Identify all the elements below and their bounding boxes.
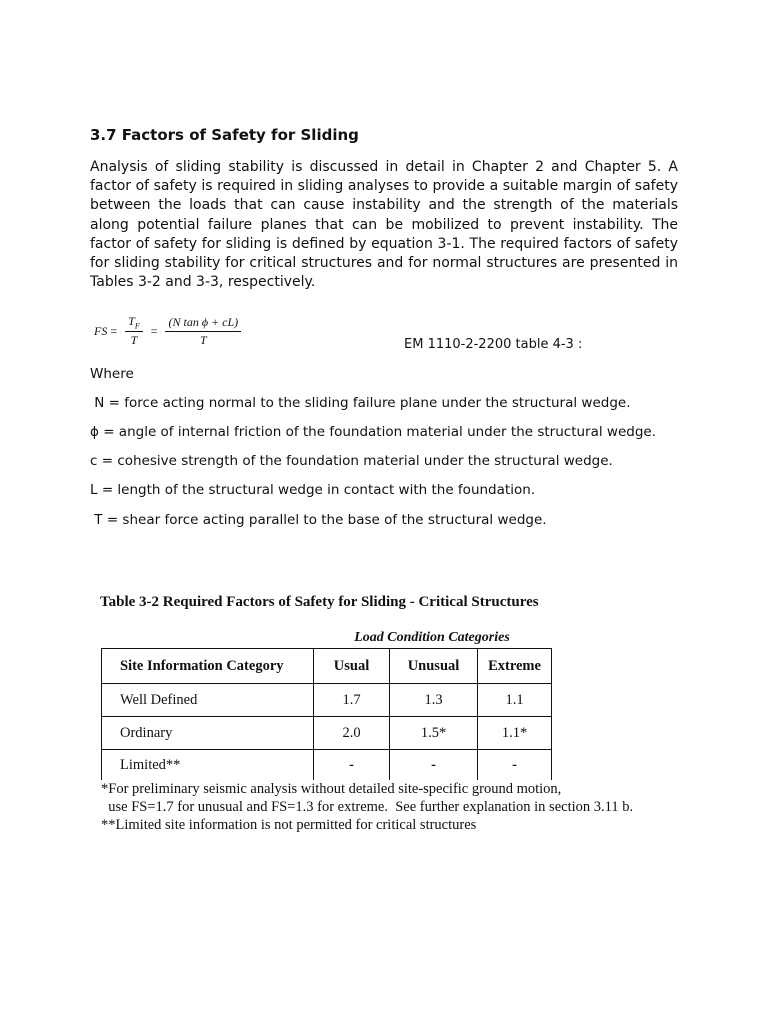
column-header-usual: Usual [314, 649, 390, 684]
table-header-row [102, 649, 552, 684]
table-cell-usual: 2.0 [314, 717, 390, 750]
table-cell-usual: 1.7 [314, 684, 390, 717]
table-row [102, 717, 552, 750]
sliding-safety-equation [94, 310, 246, 352]
table-cell-extreme: 1.1 [478, 684, 552, 717]
intro-paragraph: Analysis of sliding stability is discussed in detail in Chapter 2 and Chapter 5. A factor of safety is required in sliding analyses to provide a suitable margin of safety between the loads that can cause instability and the strength of the materials along potential failure planes that can be mobilized to prevent instability. The factor of safety for sliding is defined by equation 3-1. The required factors of safety for sliding stability for critical structures and for normal structures are presented in Tables 3-2 and 3-3, respectively. [90, 159, 678, 291]
table-footnotes [101, 780, 633, 834]
formula-lhs: FS [94, 323, 108, 338]
table-title: Table 3-2 Required Factors of Safety for Sliding - Critical Structures [100, 594, 539, 610]
table-cell-unusual: - [390, 750, 478, 781]
column-header-extreme: Extreme [478, 649, 552, 684]
formula-fraction-2-numerator: (N tan ϕ + cL) [165, 315, 241, 332]
section-heading: 3.7 Factors of Safety for Sliding [90, 126, 359, 144]
table-cell-unusual: 1.5* [390, 717, 478, 750]
column-header-unusual: Unusual [390, 649, 478, 684]
definition-n: N = force acting normal to the sliding failure plane under the structural wedge. [90, 395, 631, 411]
table-cell-unusual: 1.3 [390, 684, 478, 717]
reference-note: EM 1110-2-2200 table 4-3 : [404, 337, 583, 352]
formula-fraction-1-numerator [125, 314, 143, 332]
table-row [102, 750, 552, 781]
formula-equals-1: = [110, 323, 118, 338]
table-group-header: Load Condition Categories [354, 630, 510, 645]
table-cell-category: Ordinary [102, 717, 314, 750]
footnote-seismic: *For preliminary seismic analysis without detailed site-specific ground motion, [101, 781, 562, 797]
formula-fraction-2 [165, 315, 241, 348]
formula-fraction-2-denominator: T [199, 332, 207, 347]
table-row [102, 684, 552, 717]
definition-phi: ϕ = angle of internal friction of the foundation material under the structural wedge. [90, 424, 656, 440]
table-cell-usual: - [314, 750, 390, 781]
footnote-seismic-continued: use FS=1.7 for unusual and FS=1.3 for extreme. See further explanation in section 3.11 b. [101, 799, 634, 815]
safety-factors-table [101, 648, 552, 780]
table-cell-category: Well Defined [102, 684, 314, 717]
table-cell-extreme: - [478, 750, 552, 781]
footnote-limited-site: **Limited site information is not permitted for critical structures [101, 817, 477, 833]
column-header-site-information: Site Information Category [102, 649, 314, 684]
formula-equals-2: = [150, 323, 158, 338]
definition-c: c = cohesive strength of the foundation material under the structural wedge. [90, 453, 613, 469]
formula-fraction-1 [125, 314, 143, 348]
definition-t: T = shear force acting parallel to the base of the structural wedge. [90, 512, 547, 528]
definition-l: L = length of the structural wedge in contact with the foundation. [90, 482, 536, 498]
formula-tf-subscript: F [134, 321, 140, 331]
table-cell-extreme: 1.1* [478, 717, 552, 750]
formula-fraction-1-denominator: T [130, 333, 138, 348]
where-label: Where [90, 366, 134, 382]
formula-tf-symbol: T [128, 313, 135, 328]
table-cell-category: Limited** [102, 750, 314, 781]
